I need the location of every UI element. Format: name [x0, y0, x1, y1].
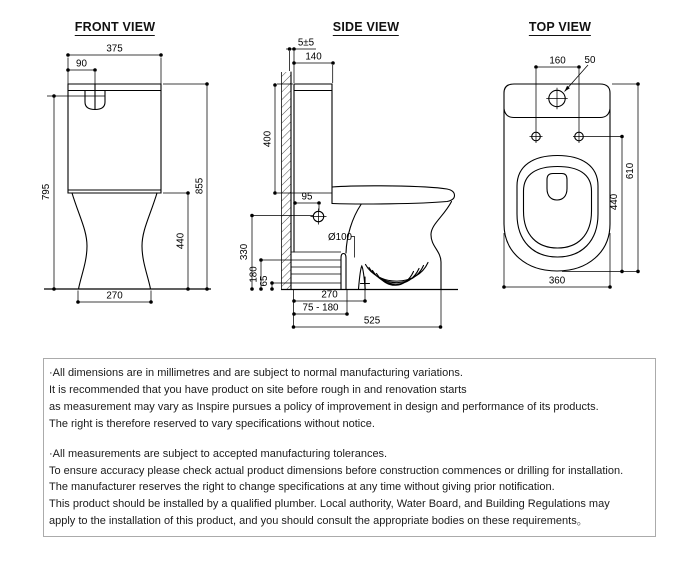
top-fixing-hole-crosses [530, 130, 586, 143]
note-line: as measurement may vary as Inspire pursues a policy of improvement in design and performance of its products. [49, 400, 599, 413]
side-wall-hatching [282, 72, 292, 290]
top-view-group [502, 55, 640, 289]
front-dim-overall-height: 855 [194, 177, 206, 195]
top-dim-hole-spacing: 160 [549, 55, 566, 67]
side-dim-overall-depth: 525 [363, 315, 381, 327]
side-tank-outline [294, 84, 332, 252]
front-dim-button-offset: 90 [76, 58, 87, 70]
note-line: It is recommended that you have product on site before rough in and renovation starts [49, 383, 467, 396]
manufacturer-notes-box [43, 358, 656, 537]
front-dim-height-to-button: 795 [41, 183, 52, 201]
front-dim-tank-width: 375 [106, 43, 123, 55]
side-view-title: SIDE VIEW [332, 20, 400, 34]
side-bowl-outline [341, 202, 452, 290]
side-dim-outlet-diameter: Ø100 [328, 232, 352, 243]
front-dim-base-width: 270 [106, 290, 123, 302]
top-seat-and-bowl-outline [517, 156, 598, 258]
side-outlet-cross-icon [361, 277, 370, 290]
side-dim-mid-setout-height: 180 [248, 266, 260, 283]
side-view-group [239, 38, 458, 329]
note-line: ·All measurements are subject to accepted manufacturing tolerances. [49, 447, 388, 460]
front-pedestal-outline [72, 193, 157, 289]
top-body-outline [504, 84, 610, 271]
notes-paragraph-tolerances [49, 446, 647, 531]
note-line: This product should be installed by a qualified plumber. Local authority, Water Board, and Building Regulations may [49, 498, 610, 511]
front-dim-rim-height: 440 [175, 232, 187, 250]
front-view-group [41, 44, 211, 304]
side-dim-inlet-height: 330 [239, 243, 250, 261]
top-dim-bowl-width: 360 [548, 275, 566, 287]
top-dim-bowl-length: 440 [609, 193, 620, 211]
side-dim-wall-gap: 5±5 [297, 37, 315, 49]
note-line: apply to the installation of this product, and you should consult the appropriate bodies on these requirements。 [49, 515, 588, 528]
side-dim-outlet-setout: 270 [321, 289, 338, 301]
note-line: The right is therefore reserved to vary specifications without notice. [49, 417, 375, 430]
top-view-title: TOP VIEW [528, 20, 592, 34]
top-dim-button-diameter: 50 [584, 55, 596, 66]
front-dimension-lines [47, 55, 207, 302]
top-dim-overall-length: 610 [625, 162, 636, 180]
side-dim-low-setout-height: 65 [259, 275, 270, 287]
side-setout-lines [252, 216, 341, 287]
note-line: To ensure accuracy please check actual product dimensions before construction commences or drilling for installation. [49, 464, 624, 477]
front-view-title: FRONT VIEW [74, 20, 156, 34]
side-dim-tank-height: 400 [262, 130, 274, 148]
notes-paragraph-dimensions [49, 365, 647, 433]
side-trap-water-arcs [366, 263, 429, 286]
top-dimension-lines [504, 67, 638, 287]
side-dim-setout-range: 75 - 180 [302, 302, 339, 314]
note-line: ·All dimensions are in millimetres and are subject to normal manufacturing variations. [49, 367, 463, 379]
side-dim-tank-depth: 140 [305, 51, 322, 63]
side-inlet-cross-lines [311, 209, 327, 225]
front-tank-outline [68, 84, 161, 193]
side-dim-inlet-offset: 95 [301, 191, 313, 203]
note-line: The manufacturer reserves the right to change specifications at any time without giving prior notification. [49, 481, 555, 494]
side-seat-outline [332, 186, 455, 204]
